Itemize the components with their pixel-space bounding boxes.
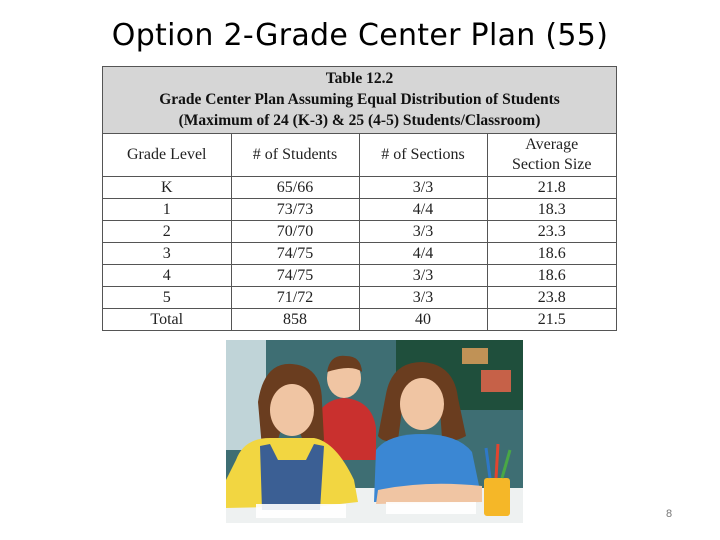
table-caption-line-2: Grade Center Plan Assuming Equal Distribution of Students xyxy=(159,91,560,108)
cell-grade: 3 xyxy=(103,243,231,265)
grade-center-table xyxy=(102,66,617,331)
cell-average: 21.8 xyxy=(487,177,616,199)
header-average-line-1: Average xyxy=(525,136,579,153)
table-row-total xyxy=(103,309,616,331)
cell-average: 18.6 xyxy=(487,265,616,287)
cell-average: 18.3 xyxy=(487,199,616,221)
header-num-students: # of Students xyxy=(231,134,359,177)
table-caption-line-1: Table 12.2 xyxy=(325,70,394,87)
cell-average: 18.6 xyxy=(487,243,616,265)
cell-average: 21.5 xyxy=(537,311,566,328)
table-row xyxy=(103,199,616,221)
header-grade-level: Grade Level xyxy=(103,134,231,177)
page-number: 8 xyxy=(666,508,673,520)
cell-students: 74/75 xyxy=(231,265,359,287)
table-row xyxy=(103,287,616,309)
data-table xyxy=(103,134,616,330)
cell-average: 23.3 xyxy=(487,221,616,243)
table-row xyxy=(103,221,616,243)
table-row xyxy=(103,265,616,287)
cell-sections: 4/4 xyxy=(359,199,487,221)
cell-grade: 4 xyxy=(103,265,231,287)
classroom-children-photo xyxy=(226,340,523,523)
table-caption xyxy=(103,67,616,134)
cell-students: 73/73 xyxy=(231,199,359,221)
cell-sections: 40 xyxy=(359,309,487,331)
cell-grade: 2 xyxy=(103,221,231,243)
cell-grade: Total xyxy=(103,309,231,331)
slide-title: Option 2-Grade Center Plan (55) xyxy=(111,18,609,53)
cell-sections: 3/3 xyxy=(359,177,487,199)
cell-grade: K xyxy=(103,177,231,199)
cell-students: 858 xyxy=(231,309,359,331)
cell-sections: 4/4 xyxy=(359,243,487,265)
cell-students: 74/75 xyxy=(231,243,359,265)
cell-average: 23.8 xyxy=(487,287,616,309)
header-average-section-size xyxy=(487,134,616,177)
cell-students: 70/70 xyxy=(231,221,359,243)
cell-sections: 3/3 xyxy=(359,287,487,309)
cell-grade: 1 xyxy=(103,199,231,221)
table-row xyxy=(103,243,616,265)
table-row xyxy=(103,177,616,199)
cell-students: 65/66 xyxy=(231,177,359,199)
table-caption-line-3: (Maximum of 24 (K-3) & 25 (4-5) Students/Classroom) xyxy=(178,112,541,129)
cell-sections: 3/3 xyxy=(359,265,487,287)
cell-students: 71/72 xyxy=(231,287,359,309)
cell-sections: 3/3 xyxy=(359,221,487,243)
header-num-sections: # of Sections xyxy=(359,134,487,177)
header-row xyxy=(103,134,616,177)
cell-grade: 5 xyxy=(103,287,231,309)
header-average-line-2: Section Size xyxy=(511,156,592,173)
